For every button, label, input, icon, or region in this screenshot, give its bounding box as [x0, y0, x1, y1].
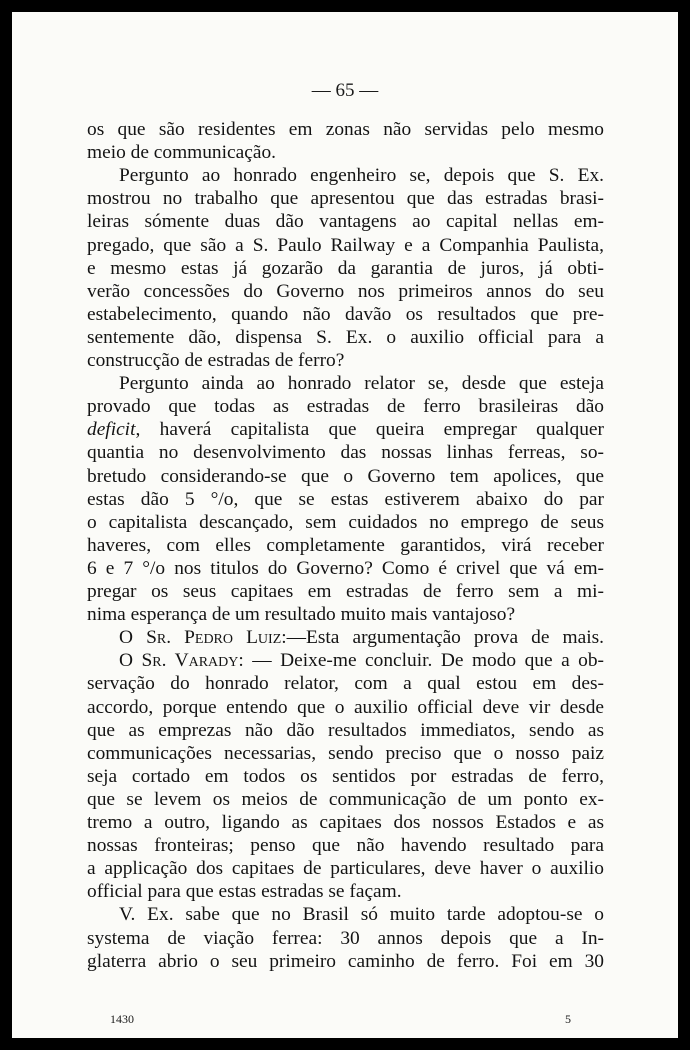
text-line: bretudo considerando-se que o Governo tem apolices, que [87, 465, 604, 487]
speaker-name: Sr. Pedro Luiz [146, 627, 282, 649]
line-prefix: O [119, 650, 142, 672]
text-line: meio de communicação. [87, 142, 276, 164]
deficit-word: deficit [87, 419, 136, 441]
gathering-mark: 5 [565, 1012, 571, 1026]
text-line: communicações necessarias, sendo preciso que o nosso paiz [87, 742, 604, 764]
text-line: estas dão 5 °/o, que se estas estiverem abaixo do par [87, 488, 604, 510]
text-line [119, 626, 604, 650]
text-line: Pergunto ainda ao honrado relator se, desde que esteja [119, 373, 604, 395]
text-line: glaterra abrio o seu primeiro caminho de ferro. Foi em 30 [87, 950, 604, 972]
text-line: que as emprezas não dão resultados immediatos, sendo as [87, 719, 604, 741]
text-line: estabelecimento, quando não davão os resultados que pre- [87, 303, 604, 325]
text-line-rest: : — Deixe-me concluir. De modo que a ob- [238, 650, 605, 672]
text-line: construcção de estradas de ferro? [87, 350, 345, 371]
text-line: os que são residentes em zonas não servidas pelo mesmo [87, 119, 604, 140]
page-number-header: — 65 — [311, 80, 379, 101]
text-line: verão concessões do Governo nos primeiros annos do seu [87, 280, 604, 302]
signature-mark: 1430 [110, 1012, 134, 1026]
text-line: accordo, porque entendo que o auxilio official deve vir desde [87, 696, 604, 718]
text-line: haveres, com elles completamente garantidos, virá receber [87, 534, 604, 556]
text-line [119, 649, 604, 673]
text-line: V. Ex. sabe que no Brasil só muito tarde adoptou-se o [119, 904, 604, 926]
text-line: sentemente dão, dispensa S. Ex. o auxilio official para a [87, 326, 604, 348]
text-line: seja cortado em todos os sentidos por estradas de ferro, [87, 765, 604, 787]
text-line: 6 e 7 °/o nos titulos do Governo? Como é crivel que vá em- [87, 557, 604, 579]
text-line: e mesmo estas já gozarão da garantia de juros, já obti- [87, 257, 604, 279]
text-line: nossas fronteiras; penso que não havendo resultado para [87, 835, 604, 857]
text-line: quantia no desenvolvimento das nossas linhas ferreas, so- [87, 442, 604, 464]
text-line: Pergunto ao honrado engenheiro se, depois que S. Ex. [119, 165, 604, 187]
text-line [87, 418, 604, 442]
line-prefix: O [119, 627, 147, 649]
text-line: official para que estas estradas se façam. [87, 881, 402, 903]
speaker-name: Sr. Varady [141, 650, 239, 672]
text-line: systema de viação ferrea: 30 annos depois que a In- [87, 927, 604, 949]
text-line: pregar os seus capitaes em estradas de ferro sem a mi- [87, 581, 604, 602]
text-line: que se levem os meios de communicação de um ponto ex- [87, 788, 604, 810]
text-line: mostrou no trabalho que apresentou que das estradas brasi- [87, 188, 604, 210]
text-line: a applicação dos capitaes de particulares, deve haver o auxilio [87, 858, 604, 880]
text-line: servação do honrado relator, com a qual estou em des- [87, 673, 604, 695]
text-line: o capitalista descançado, sem cuidados no emprego de seus [87, 511, 604, 533]
text-line: leiras sómente duas dão vantagens ao capital nellas em- [87, 211, 604, 233]
text-line-rest: , haverá capitalista que queira empregar qualquer [135, 419, 604, 441]
text-line-rest: :—Esta argumentação prova de mais. [281, 627, 604, 649]
text-line: provado que todas as estradas de ferro brasileiras dão [87, 396, 604, 418]
text-line: tremo a outro, ligando as capitaes dos nossos Estados e as [87, 812, 604, 833]
text-line: pregado, que são a S. Paulo Railway e a Companhia Paulista, [87, 234, 604, 256]
text-line: nima esperança de um resultado muito mais vantajoso? [87, 604, 516, 626]
book-page [12, 12, 678, 1038]
